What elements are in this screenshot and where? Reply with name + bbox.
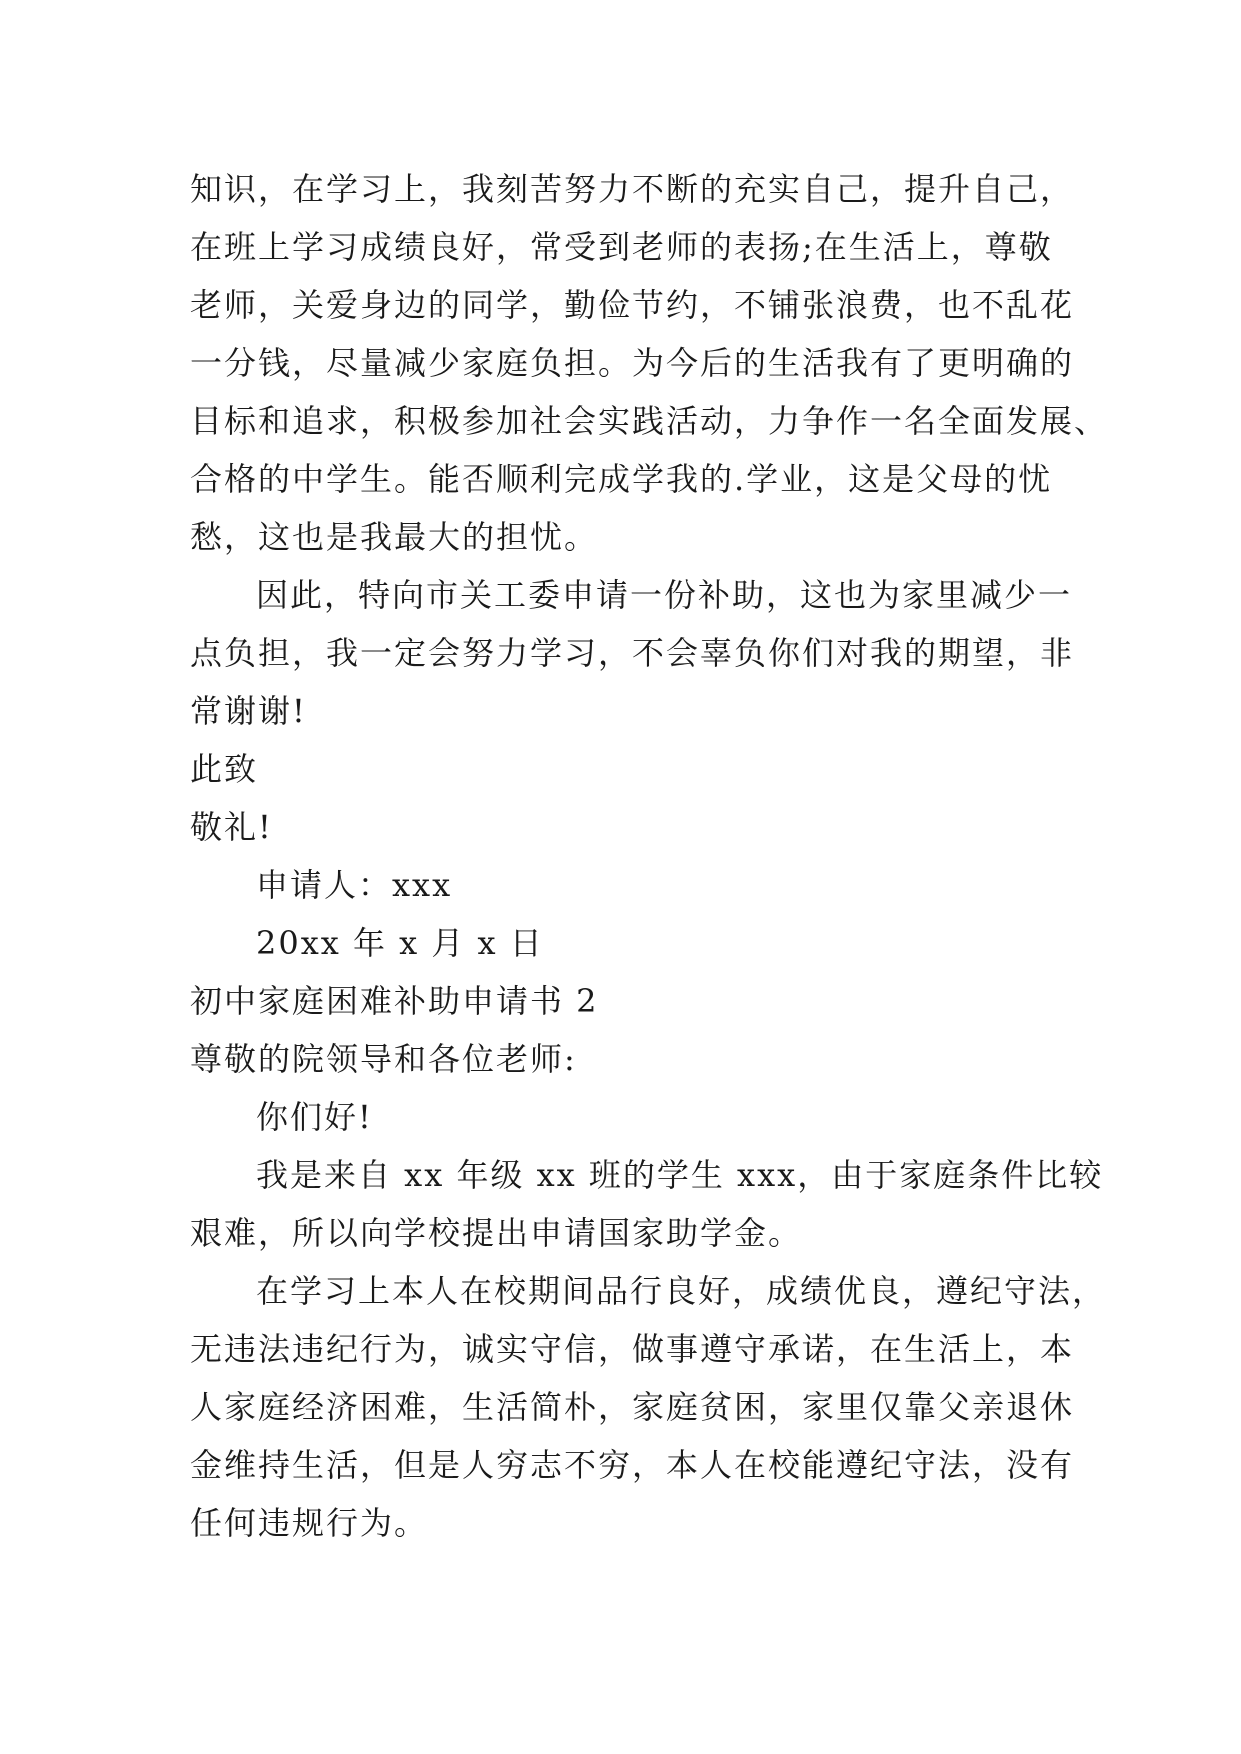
text-line: 我是来自 xx 年级 xx 班的学生 xxx，由于家庭条件比较: [256, 1156, 1104, 1194]
document-body: [190, 160, 1109, 1552]
text-line: 常谢谢!: [190, 692, 307, 730]
text-line: 知识，在学习上，我刻苦努力不断的充实自己，提升自己，: [190, 170, 1075, 208]
closing-regards: 敬礼!: [190, 808, 273, 846]
text-line: 任何违规行为。: [190, 1504, 429, 1542]
greeting: 你们好!: [256, 1098, 373, 1136]
text-line: 一分钱，尽量减少家庭负担。为今后的生活我有了更明确的: [190, 344, 1075, 382]
text-line: 目标和追求，积极参加社会实践活动，力争作一名全面发展、: [190, 402, 1109, 440]
text-line: 点负担，我一定会努力学习，不会辜负你们对我的期望，非: [190, 634, 1075, 672]
greeting-recipient: 尊敬的院领导和各位老师:: [190, 1040, 577, 1078]
closing-salutation: 此致: [190, 750, 259, 788]
applicant-signature: 申请人：xxx: [256, 866, 453, 904]
text-line: 愁，这也是我最大的担忧。: [190, 518, 599, 556]
section-title: 初中家庭困难补助申请书 2: [190, 982, 599, 1020]
text-line: 在班上学习成绩良好，常受到老师的表扬;在生活上，尊敬: [190, 228, 1053, 266]
date-line: 20xx 年 x 月 x 日: [256, 924, 544, 962]
text-line: 在学习上本人在校期间品行良好，成绩优良，遵纪守法，: [256, 1272, 1107, 1310]
text-line: 人家庭经济困难，生活简朴，家庭贫困，家里仅靠父亲退休: [190, 1388, 1075, 1426]
text-line: 老师，关爱身边的同学，勤俭节约，不铺张浪费，也不乱花: [190, 286, 1075, 324]
text-line: 艰难，所以向学校提出申请国家助学金。: [190, 1214, 803, 1252]
text-line: 无违法违纪行为，诚实守信，做事遵守承诺，在生活上，本: [190, 1330, 1075, 1368]
text-line: 合格的中学生。能否顺利完成学我的.学业，这是父母的忧: [190, 460, 1053, 498]
text-line: 因此，特向市关工委申请一份补助，这也为家里减少一: [256, 576, 1073, 614]
text-line: 金维持生活，但是人穷志不穷，本人在校能遵纪守法，没有: [190, 1446, 1075, 1484]
